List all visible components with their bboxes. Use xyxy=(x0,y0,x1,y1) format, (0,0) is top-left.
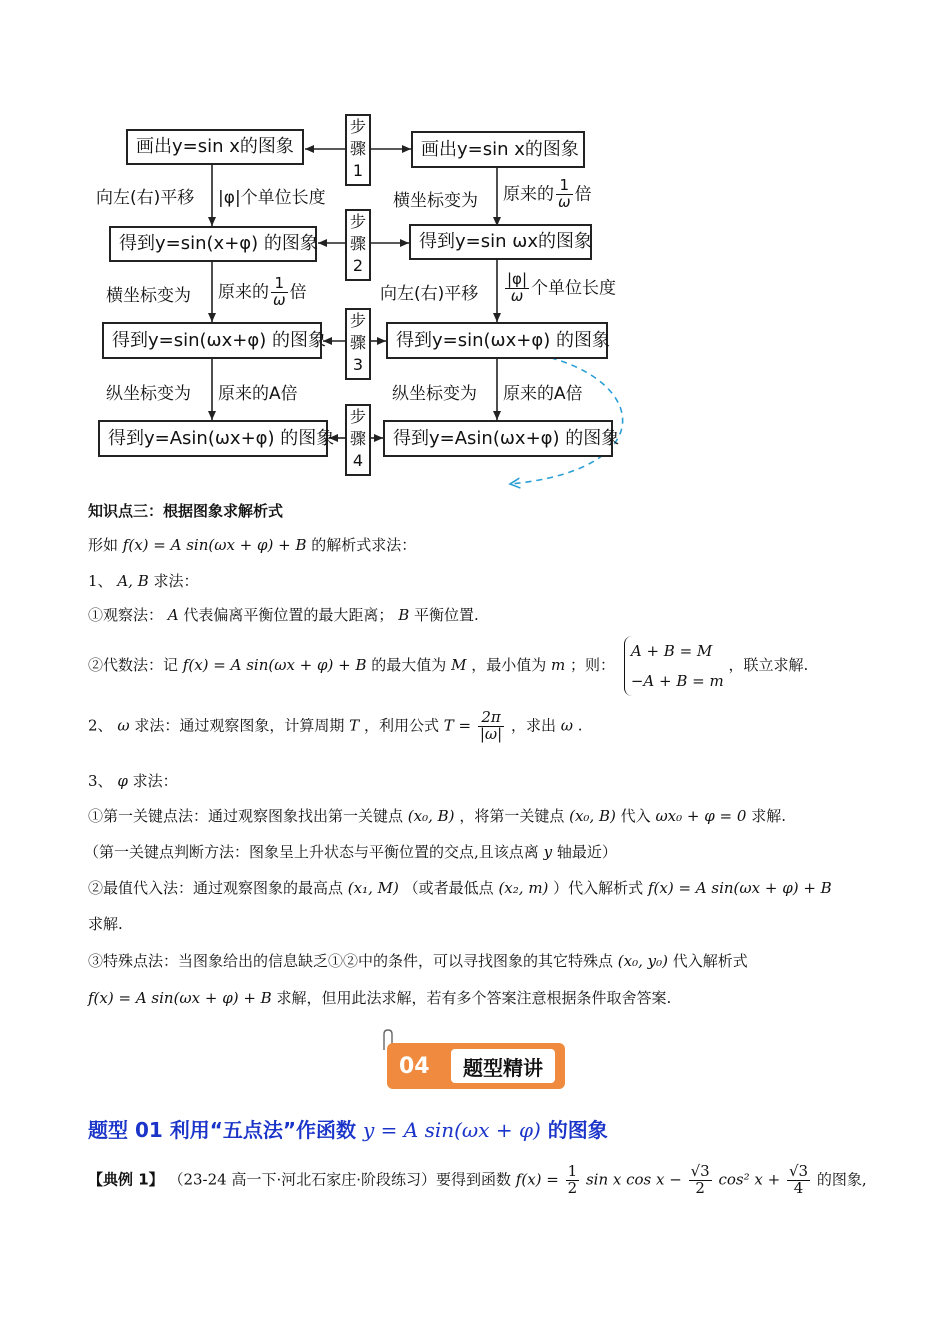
label-text: 原来的 xyxy=(218,282,269,303)
formula: f(x) = xyxy=(515,1170,559,1189)
method-2-cont: 求解. xyxy=(88,915,123,933)
left-label-2a: 横坐标变为 xyxy=(106,286,191,306)
var-m: m xyxy=(551,656,566,674)
method-1-note xyxy=(84,841,617,862)
step-char: 骤 xyxy=(349,333,366,352)
right-label-2b xyxy=(503,272,616,305)
formula: cos² x + xyxy=(718,1170,781,1189)
heading-formula: y = A sin(ωx + φ) xyxy=(363,1118,541,1142)
formula: f(x) = A sin(ωx + φ) + B xyxy=(88,989,272,1007)
text: 代表偏离平衡位置的最大距离； xyxy=(183,606,394,624)
text: （第一关键点判断方法：图象呈上升状态与平衡位置的交点,且该点离 xyxy=(84,843,539,861)
step-number: 4 xyxy=(352,451,364,470)
frac-denominator: ω xyxy=(273,290,286,309)
fraction xyxy=(556,178,573,211)
example-1 xyxy=(88,1164,867,1197)
point: (x₀, B) xyxy=(407,807,455,825)
badge-title: 题型精讲 xyxy=(451,1049,555,1083)
fraction xyxy=(478,710,504,743)
text: ）代入解析式 xyxy=(553,879,644,897)
var-phi: φ xyxy=(117,772,128,790)
frac-numerator: 2π xyxy=(478,710,504,727)
left-box-1: 画出y=sin x的图象 xyxy=(126,129,304,165)
fraction xyxy=(505,272,529,305)
right-label-2a: 向左(右)平移 xyxy=(380,284,479,304)
step-number: 1 xyxy=(352,161,364,180)
right-label-1a: 横坐标变为 xyxy=(393,191,478,211)
point: (x₀, B) xyxy=(569,807,616,825)
point: (x₂, m) xyxy=(498,879,549,897)
right-label-3a: 纵坐标变为 xyxy=(392,384,477,404)
frac-denominator: 4 xyxy=(793,1178,804,1197)
step-char: 步 xyxy=(349,407,366,426)
text: ②代数法：记 xyxy=(88,656,179,674)
text: ，利用公式 xyxy=(363,716,439,735)
step-char: 骤 xyxy=(349,234,366,253)
item1-title xyxy=(88,570,199,591)
step-char: 骤 xyxy=(349,429,366,448)
text: . xyxy=(577,716,583,735)
step-box-2 xyxy=(345,209,371,281)
badge-number: 04 xyxy=(399,1053,430,1079)
frac-numerator: √3 xyxy=(690,1162,710,1180)
item3-title xyxy=(88,770,178,791)
section-heading: 知识点三：根据图象求解析式 xyxy=(88,502,284,520)
step-char: 步 xyxy=(349,311,366,330)
heading-text: 题型 01 利用“五点法”作函数 xyxy=(88,1118,357,1142)
method-3-cont xyxy=(88,987,671,1008)
label-text: 个单位长度 xyxy=(531,278,617,299)
text: 的图象, xyxy=(816,1170,867,1189)
left-label-3a: 纵坐标变为 xyxy=(106,384,191,404)
frac-numerator: √3 xyxy=(789,1162,809,1180)
label-text: 倍 xyxy=(574,184,592,205)
left-box-3: 得到y=sin(ωx+φ) 的图象 xyxy=(102,322,322,359)
text: 代入解析式 xyxy=(672,952,748,970)
frac-denominator: ω xyxy=(510,286,524,305)
text: 的最大值为 xyxy=(371,656,447,674)
equation: ωx₀ + φ = 0 xyxy=(655,807,747,825)
frac-denominator: ω xyxy=(558,192,571,211)
fraction xyxy=(566,1164,580,1197)
left-label-3b: 原来的A倍 xyxy=(218,384,298,404)
heading-text: 的图象 xyxy=(547,1118,608,1142)
var-T: T xyxy=(349,716,360,735)
right-box-4: 得到y=Asin(ωx+φ) 的图象 xyxy=(383,420,613,457)
left-label-1a: 向左(右)平移 xyxy=(96,188,195,208)
fraction xyxy=(271,276,288,309)
section-badge xyxy=(387,1043,565,1089)
step-box-3 xyxy=(345,308,371,380)
formula: A, B xyxy=(117,572,149,590)
var-omega: ω xyxy=(117,716,130,735)
frac-denominator: 2 xyxy=(567,1178,578,1197)
method-2 xyxy=(88,877,832,898)
text: 3、 xyxy=(88,772,113,790)
text: （或者最低点 xyxy=(403,879,494,897)
algebra-method xyxy=(88,636,808,696)
step-number: 2 xyxy=(352,256,364,275)
right-label-1b xyxy=(503,178,592,211)
frac-numerator: 1 xyxy=(567,1162,578,1180)
right-box-1: 画出y=sin x的图象 xyxy=(411,131,585,168)
text: 求法：通过观察图象，计算周期 xyxy=(134,716,345,735)
frac-numerator: |φ| xyxy=(507,270,528,288)
type-01-heading xyxy=(88,1114,608,1143)
text: 求解，但用此法求解，若有多个答案注意根据条件取舍答案. xyxy=(276,989,672,1007)
text: ，求出 xyxy=(510,716,556,735)
left-label-1b: |φ|个单位长度 xyxy=(218,188,326,208)
var-y: y xyxy=(543,843,553,861)
intro-line xyxy=(88,534,416,555)
text: ①第一关键点法：通过观察图象找出第一关键点 xyxy=(88,807,404,825)
var-M: M xyxy=(451,656,467,674)
step-char: 步 xyxy=(349,212,366,231)
fraction xyxy=(689,1164,712,1197)
text: ①观察法： xyxy=(88,606,164,624)
frac-numerator: 1 xyxy=(556,178,573,195)
text: 2、 xyxy=(88,716,113,735)
left-label-2b xyxy=(218,276,307,309)
label-text: 原来的 xyxy=(503,184,554,205)
text: ，将第一关键点 xyxy=(459,807,565,825)
formula-lhs: T = xyxy=(443,716,472,735)
fraction xyxy=(787,1164,810,1197)
formula: f(x) = A sin(ωx + φ) + B xyxy=(647,879,832,897)
text: ；则： xyxy=(570,656,616,674)
text: 形如 xyxy=(88,536,119,554)
left-box-4: 得到y=Asin(ωx+φ) 的图象 xyxy=(98,420,328,457)
frac-numerator: 1 xyxy=(271,276,288,293)
var-A: A xyxy=(167,606,179,624)
text: 代入 xyxy=(620,807,651,825)
point: (x₁, M) xyxy=(347,879,399,897)
text: ②最值代入法：通过观察图象的最高点 xyxy=(88,879,344,897)
text: ③特殊点法：当图象给出的信息缺乏①②中的条件，可以寻找图象的其它特殊点 xyxy=(88,952,614,970)
point: (x₀, y₀) xyxy=(617,952,668,970)
var-omega: ω xyxy=(560,716,574,735)
step-char: 骤 xyxy=(349,139,366,158)
step-number: 3 xyxy=(352,355,364,374)
equation-1: A + B = M xyxy=(630,642,713,660)
example-source: （23-24 高一下·河北石家庄·阶段练习）要得到函数 xyxy=(168,1170,512,1189)
text: 轴最近） xyxy=(556,843,617,861)
step-box-1 xyxy=(345,114,371,186)
formula: f(x) = A sin(ωx + φ) + B xyxy=(122,536,307,554)
frac-denominator: |ω| xyxy=(479,724,503,743)
frac-denominator: 2 xyxy=(695,1178,705,1197)
right-box-3: 得到y=sin(ωx+φ) 的图象 xyxy=(386,322,608,359)
label-text: 倍 xyxy=(289,282,307,303)
formula: f(x) = A sin(ωx + φ) + B xyxy=(182,656,367,674)
example-tag: 【典例 1】 xyxy=(88,1170,164,1189)
text: ，联立求解. xyxy=(728,656,809,674)
text: ，最小值为 xyxy=(471,656,547,674)
text: 求解. xyxy=(751,807,786,825)
step-char: 步 xyxy=(349,117,366,136)
equation-2: −A + B = m xyxy=(630,672,724,690)
formula: sin x cos x − xyxy=(585,1170,682,1189)
right-box-2: 得到y=sin ωx的图象 xyxy=(409,224,592,260)
text: 平衡位置. xyxy=(414,606,479,624)
method-1 xyxy=(88,805,786,826)
text: 的解析式求法： xyxy=(311,536,417,554)
text: 1、 xyxy=(88,572,113,590)
observe-method xyxy=(88,604,479,625)
method-3 xyxy=(88,950,748,971)
equation-system xyxy=(624,636,724,696)
text: 求法： xyxy=(153,572,199,590)
left-box-2: 得到y=sin(x+φ) 的图象 xyxy=(109,226,317,262)
item2 xyxy=(88,710,583,743)
step-box-4 xyxy=(345,404,371,476)
right-label-3b: 原来的A倍 xyxy=(503,384,583,404)
var-B: B xyxy=(398,606,410,624)
text: 求法： xyxy=(132,772,178,790)
